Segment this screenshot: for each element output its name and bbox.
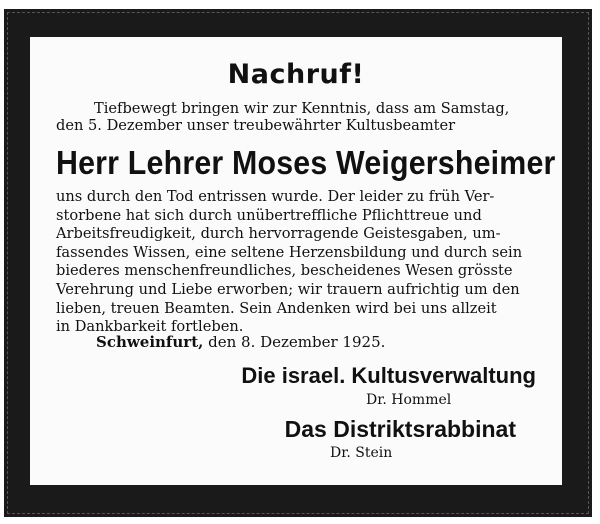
body-line: Arbeitsfreudigkeit, durch hervorragende Geistesgaben, um- <box>56 225 501 243</box>
body-line: lieben, treuen Beamten. Sein Andenken wird bei uns allzeit <box>56 299 497 317</box>
body-line: uns durch den Tod entrissen wurde. Der leider zu früh Ver- <box>56 188 495 205</box>
intro-line: Tiefbewegt bringen wir zur Kenntnis, dass am Samstag, <box>94 100 510 117</box>
signature-organization: Die israel. Kultusverwaltung <box>241 363 536 388</box>
date: den 8. Dezember 1925. <box>208 333 386 351</box>
body-line: biederes menschenfreundliches, bescheidenes Wesen grösste <box>56 262 513 280</box>
place: Schweinfurt, <box>96 333 204 351</box>
obituary-notice <box>30 37 562 485</box>
body-line: storbene hat sich durch unübertreffliche Pflichttreue und <box>56 206 482 224</box>
body-line: Verehrung und Liebe erworben; wir trauern aufrichtig um den <box>56 280 520 298</box>
notice-heading: Nachruf! <box>227 59 365 90</box>
body-line: in Dankbarkeit fortleben. <box>56 318 244 336</box>
intro-text <box>56 100 542 134</box>
intro-line: den 5. Dezember unser treubewährter Kultusbeamter <box>56 117 456 134</box>
body-text <box>56 188 542 337</box>
signature-organization: Das Distriktsrabbinat <box>284 416 516 442</box>
signature-person: Dr. Stein <box>330 445 393 461</box>
body-line: fassendes Wissen, eine seltene Herzensbildung und durch sein <box>56 243 523 261</box>
deceased-name: Herr Lehrer Moses Weigersheimer <box>56 144 556 181</box>
signature-person: Dr. Hommel <box>366 392 452 408</box>
place-and-date <box>96 333 385 351</box>
